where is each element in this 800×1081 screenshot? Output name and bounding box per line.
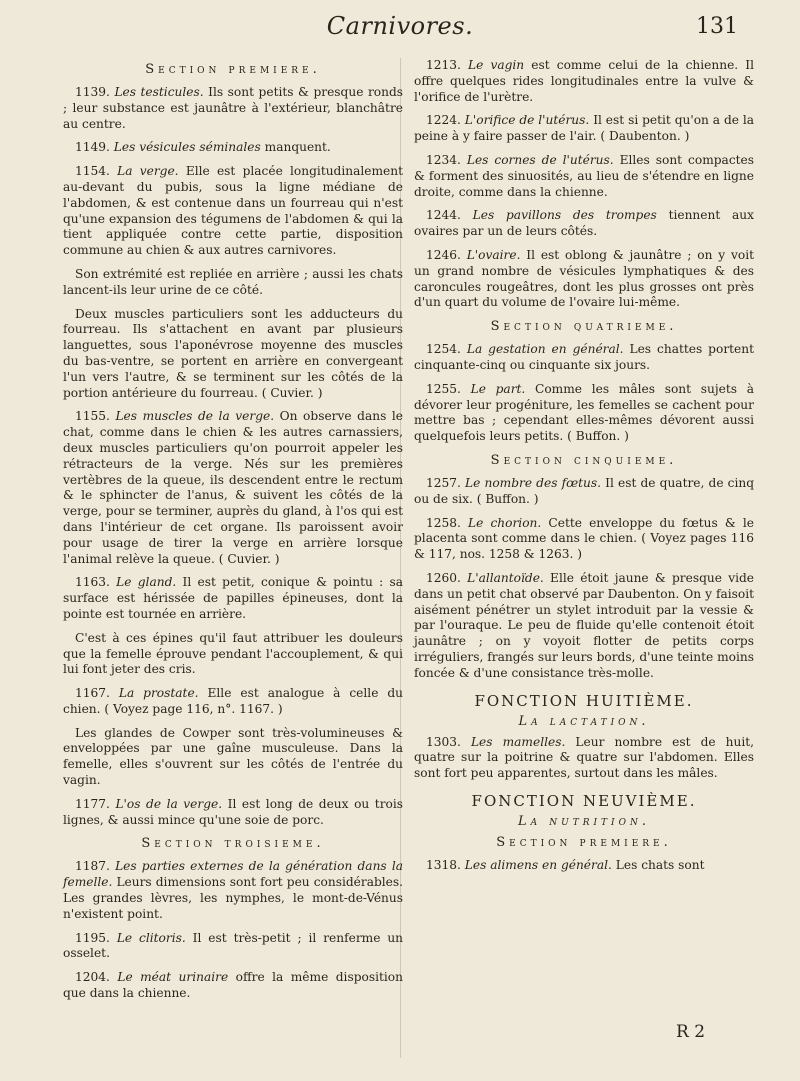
paragraph-1244: 1244. Les pavillons des trompes tiennent aux ovaires par un de leurs côtés. (414, 208, 755, 239)
paragraph-1155: 1155. Les muscles de la verge. On observe dans le chat, comme dans le chien & les autres carnassiers, deux muscles particuliers qu'on pourroit appeler les rétracteurs de la verge. Nés sur les premières vertèbres de la queue, ils descendent entre le rectum & le sphincter de l'anus, & suivent les côtés de la verge, pour se terminer, auprès du gland, à l'os qui est dans l'intérieur de cet organe. Ils paroissent avoir pour usage de tirer la verge en arrière lorsque l'animal relève la queue. ( Cuvier. ) (63, 409, 403, 566)
paragraph-1187: 1187. Les parties externes de la génération dans la femelle. Leurs dimensions sont fort peu considérables. Les grandes lèvres, les nymphes, le mont-de-Vénus n'existent point. (63, 859, 404, 921)
function-subheading: La lactation. (518, 713, 650, 729)
paragraph-1303: 1303. Les mamelles. Leur nombre est de huit, quatre sur la poitrine & quatre sur l'abdomen. Elles sont fort peu apparentes, surtout dans les mâles. (414, 734, 755, 781)
section-heading: Section quatrieme. (490, 319, 678, 335)
paragraph-1258: 1258. Le chorion. Cette enveloppe du fœtus & le placenta sont comme dans le chien. ( Voyez pages 116 & 117, nos. 1258 & 1263. ) (414, 515, 755, 562)
section-heading: Section troisieme. (141, 836, 325, 852)
paragraph-1254: 1254. La gestation en général. Les chattes portent cinquante-cinq ou cinquante six jours. (414, 342, 755, 372)
paragraph-1154-b: Son extrémité est repliée en arrière ; aussi les chats lancent-ils leur urine de ce côté. (63, 266, 403, 297)
paragraph-1257: 1257. Le nombre des fœtus. Il est de quatre, de cinq ou de six. ( Buffon. ) (414, 475, 755, 506)
paragraph-1167: 1167. La prostate. Elle est analogue à celle du chien. ( Voyez page 116, n°. 1167. ) (63, 686, 404, 716)
paragraph-1255: 1255. Le part. Comme les mâles sont sujets à dévorer leur progéniture, les femelles se cachent pour mettre bas ; cependant elles-mêmes dévorent aussi quelquefois leurs petits. ( Buffon. ) (414, 381, 754, 444)
function-heading: FONCTION NEUVIÈME. (471, 791, 697, 810)
paragraph-1149: 1149. Les vésicules séminales manquent. (75, 140, 331, 155)
left-column (63, 58, 403, 1010)
paragraph-1163-b: C'est à ces épines qu'il faut attribuer les douleurs que la femelle éprouve pendant l'accouplement, & qui lui font jeter des cris. (63, 630, 403, 677)
paragraph-1213: 1213. Le vagin est comme celui de la chienne. Il offre quelques rides longitudinales entre la vulve & l'orifice de l'urètre. (414, 58, 755, 104)
function-subheading: La nutrition. (517, 813, 650, 829)
paragraph-1139: 1139. Les testicules. Ils sont petits & presque ronds ; leur substance est jaunâtre à l'extérieur, blanchâtre au centre. (63, 85, 404, 131)
paragraph-1177: 1177. L'os de la verge. Il est long de deux ou trois lignes, & aussi mince qu'une soie de porc. (63, 796, 404, 827)
paragraph-1318: 1318. Les alimens en général. Les chats sont (426, 857, 705, 872)
paragraph-1195: 1195. Le clitoris. Il est très-petit ; il renferme un osselet. (63, 930, 404, 961)
signature-mark: R 2 (676, 1022, 706, 1042)
section-heading: Section cinquieme. (490, 452, 678, 468)
paragraph-1204: 1204. Le méat urinaire offre la même disposition que dans la chienne. (63, 970, 403, 1001)
paragraph-1260: 1260. L'allantoïde. Elle étoit jaune & presque vide dans un petit chat observé par Daubenton. On y faisoit aisément pénétrer un stylet introduit par la vessie & par l'ouraque. Le peu de fluide qu'elle contenoit étoit jaunâtre ; on y voyoit flotter de petits corps irréguliers, frangés sur leurs bords, d'une teinte moins foncée & d'une consistance très-molle. (414, 570, 755, 680)
paragraph-1246: 1246. L'ovaire. Il est oblong & jaunâtre ; on y voit un grand nombre de vésicules lymphatiques & des caroncules rougeâtres, dont les plus grosses ont près d'un quart du volume de l'ovaire lui-même. (414, 247, 754, 310)
paragraph-1234: 1234. Les cornes de l'utérus. Elles sont compactes & forment des sinuosités, au lieu de s'étendre en ligne droite, comme dans la chienne. (414, 152, 755, 199)
paragraph-1167-b: Les glandes de Cowper sont très-volumineuses & enveloppées par une gaîne musculeuse. Dans la femelle, elles s'ouvrent sur les côtés de l'entrée du vagin. (63, 725, 403, 788)
function-heading: FONCTION HUITIÈME. (474, 691, 694, 710)
page-number: 131 (696, 14, 738, 39)
paragraph-1163: 1163. Le gland. Il est petit, conique & pointu : sa surface est hérissée de papilles épineuses, dont la pointe est tournée en arrière. (63, 575, 404, 621)
paragraph-1154: 1154. La verge. Elle est placée longitudinalement au-devant du pubis, sous la ligne médiane de l'abdomen, & est contenue dans un fourreau qui n'est qu'une expansion des tégumens de l'abdomen & qui la tient appliquée contre cette partie, disposition commune au chien & aux autres carnivores. (63, 164, 404, 258)
section-heading: Section premiere. (496, 834, 672, 850)
paragraph-1154-c: Deux muscles particuliers sont les adducteurs du fourreau. Ils s'attachent en avant par plusieurs languettes, sous l'aponévrose moyenne des muscles du bas-ventre, se portent en arrière en convergeant l'un vers l'autre, & se terminent sur les côtés de la portion antérieure du fourreau. ( Cuvier. ) (63, 306, 403, 400)
right-column (414, 58, 754, 882)
section-heading: Section premiere. (145, 62, 321, 77)
running-title: Carnivores. (326, 12, 474, 40)
paragraph-1224: 1224. L'orifice de l'utérus. Il est si petit qu'on a de la peine à y faire passer de l'air. ( Daubenton. ) (414, 113, 755, 144)
